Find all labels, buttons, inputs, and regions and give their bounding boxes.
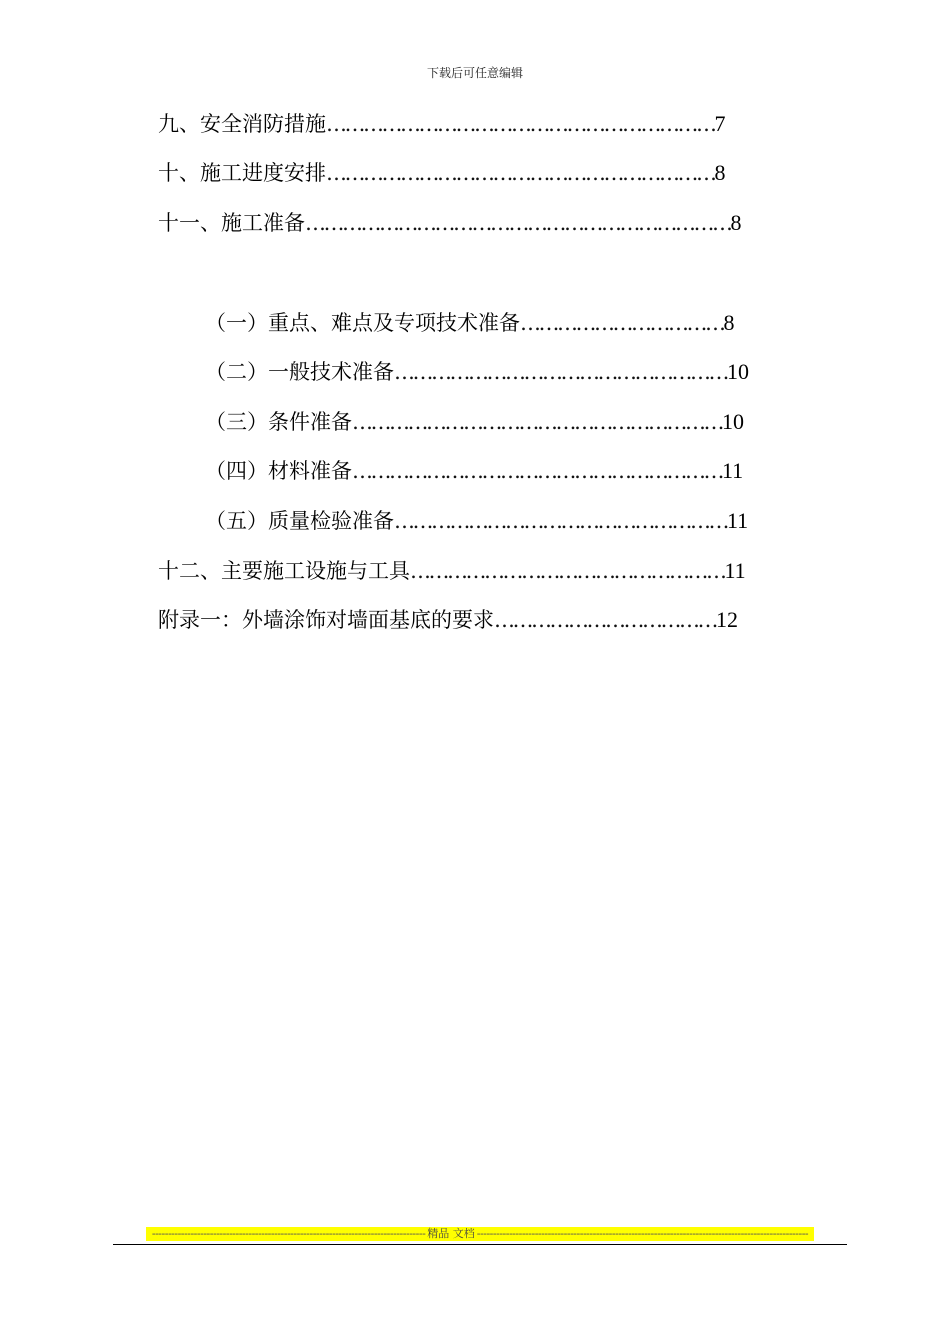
toc-entry-label: 十二、主要施工设施与工具 [158, 559, 410, 583]
toc-entry-label: 十一、施工准备 [158, 211, 305, 235]
toc-entry-page: 12 [716, 607, 738, 632]
toc-entry-leader: ……………………………………………………… [326, 161, 715, 185]
toc-entry[interactable] [158, 110, 726, 138]
toc-subentry[interactable] [205, 358, 749, 386]
toc-entry[interactable] [158, 159, 726, 187]
footer-divider [113, 1244, 847, 1245]
toc-entry-leader: ……………………………………………… [394, 509, 727, 533]
footer-dashes-right: ------------------------------------------------------------------------------------------------------- [476, 1227, 809, 1240]
toc-entry-leader: …………………………………………… [410, 559, 725, 583]
toc-entry[interactable] [158, 606, 738, 634]
toc-entry-label: （三）条件准备 [205, 410, 352, 434]
header-note: 下载后可任意编辑 [426, 66, 523, 80]
toc-entry-label: （五）质量检验准备 [205, 509, 394, 533]
footer-watermark-text: 精品 文档 [427, 1227, 475, 1240]
toc-entry-leader: ……………………………………………… [394, 360, 727, 384]
toc-entry[interactable] [158, 557, 746, 585]
toc-subentry[interactable] [205, 309, 735, 337]
toc-entry-label: （四）材料准备 [205, 459, 352, 483]
footer-dashes-left: ------------------------------------------------------------------------------------- [151, 1227, 426, 1240]
toc-entry-leader: …………………………………………………… [352, 459, 722, 483]
toc-entry-page: 10 [722, 409, 744, 434]
toc-entry-page: 8 [714, 160, 726, 185]
toc-entry-page: 7 [714, 111, 726, 136]
toc-entry-leader: …………………………… [520, 311, 724, 335]
toc-entry-page: 8 [723, 310, 735, 335]
toc-entry-page: 11 [722, 458, 744, 483]
toc-entry-page: 10 [727, 359, 749, 384]
toc-entry-leader: ……………………………………………………… [326, 112, 715, 136]
toc-entry-label: （二）一般技术准备 [205, 360, 394, 384]
toc-entry-leader: …………………………………………………… [352, 410, 722, 434]
toc-entry-label: 九、安全消防措施 [158, 112, 326, 136]
footer-watermark-band [146, 1227, 814, 1241]
toc-entry-page: 11 [724, 558, 746, 583]
toc-subentry[interactable] [205, 507, 748, 535]
toc-entry-label: 附录一：外墙涂饰对墙面基底的要求 [158, 608, 494, 632]
toc-subentry[interactable] [205, 408, 744, 436]
toc-subentry[interactable] [205, 457, 743, 485]
toc-entry-leader: …………………………………………………………… [305, 211, 731, 235]
toc-entry-leader: ……………………………… [494, 608, 716, 632]
toc-entry-label: 十、施工进度安排 [158, 161, 326, 185]
toc-entry-label: （一）重点、难点及专项技术准备 [205, 311, 520, 335]
toc-entry-page: 11 [727, 508, 749, 533]
toc-entry[interactable] [158, 209, 742, 237]
toc-entry-page: 8 [730, 210, 742, 235]
